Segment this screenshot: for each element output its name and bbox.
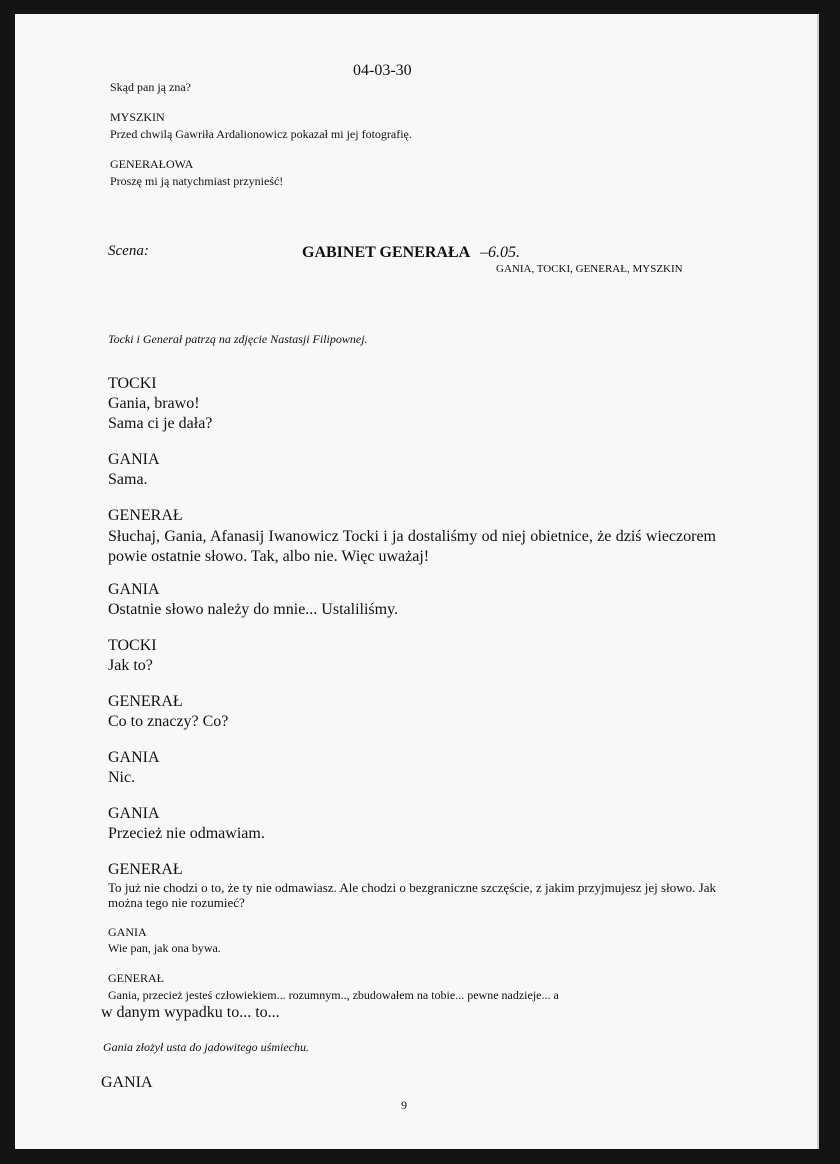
speaker-name: GANIA	[108, 581, 160, 598]
speaker-name: GANIA	[108, 805, 160, 822]
speaker-name: TOCKI	[108, 637, 157, 654]
dialogue-line: Proszę mi ją natychmiast przynieść!	[110, 174, 284, 188]
stage-direction: Gania złożył usta do jadowitego uśmiechu.	[103, 1040, 309, 1054]
dialogue-line: Wie pan, jak ona bywa.	[108, 941, 221, 955]
speaker-name: GENERAŁ	[108, 693, 183, 710]
script-page	[15, 14, 819, 1149]
dialogue-line: Nic.	[108, 769, 136, 786]
dialogue-line: Sama.	[108, 471, 148, 488]
speaker-name: MYSZKIN	[110, 110, 165, 124]
speaker-name: GANIA	[108, 925, 147, 939]
speaker-name: GENERAŁOWA	[110, 157, 194, 171]
dialogue-line: Przecież nie odmawiam.	[108, 825, 265, 842]
dialogue-line: w danym wypadku to... to...	[101, 1004, 280, 1021]
speaker-name: GENERAŁ	[108, 507, 183, 524]
scene-characters: GANIA, TOCKI, GENERAŁ, MYSZKIN	[496, 263, 683, 275]
dialogue-line: Gania, brawo!	[108, 395, 200, 412]
dialogue-paragraph: To już nie chodzi o to, że ty nie odmawiasz. Ale chodzi o bezgraniczne szczęście, z jakim przyjmujesz jej słowo. Jak można tego nie rozumieć?	[108, 880, 716, 910]
speaker-name: GANIA	[108, 451, 160, 468]
dialogue-line: Gania, przecież jesteś człowiekiem... rozumnym.., zbudowałem na tobie... pewne nadzieje... a	[108, 988, 559, 1002]
speaker-name: GANIA	[108, 749, 160, 766]
scene-number: –6.05.	[480, 244, 520, 261]
dialogue-line: Przed chwilą Gawriła Ardalionowicz pokazał mi jej fotografię.	[110, 127, 412, 141]
scene-title: GABINET GENERAŁA	[302, 244, 471, 261]
dialogue-line: Sama ci je dała?	[108, 415, 213, 432]
dialogue-line: Ostatnie słowo należy do mnie... Ustaliliśmy.	[108, 601, 399, 618]
dialogue-paragraph: Słuchaj, Gania, Afanasij Iwanowicz Tocki i ja dostaliśmy od niej obietnice, że dziś wieczorem powie ostatnie słowo. Tak, albo nie. Więc uważaj!	[108, 528, 716, 565]
dialogue-line: Co to znaczy? Co?	[108, 713, 229, 730]
speaker-name: TOCKI	[108, 375, 157, 392]
speaker-name: GANIA	[101, 1074, 153, 1091]
stage-direction: Tocki i Generał patrzą na zdjęcie Nastasji Filipownej.	[108, 332, 368, 346]
page-number: 9	[401, 1098, 407, 1112]
dialogue-line: Skąd pan ją zna?	[110, 80, 191, 94]
dialogue-line: Jak to?	[108, 657, 153, 674]
speaker-name: GENERAŁ	[108, 861, 183, 878]
scene-label: Scena:	[108, 243, 149, 259]
page-date: 04-03-30	[353, 62, 412, 79]
speaker-name: GENERAŁ	[108, 971, 164, 985]
